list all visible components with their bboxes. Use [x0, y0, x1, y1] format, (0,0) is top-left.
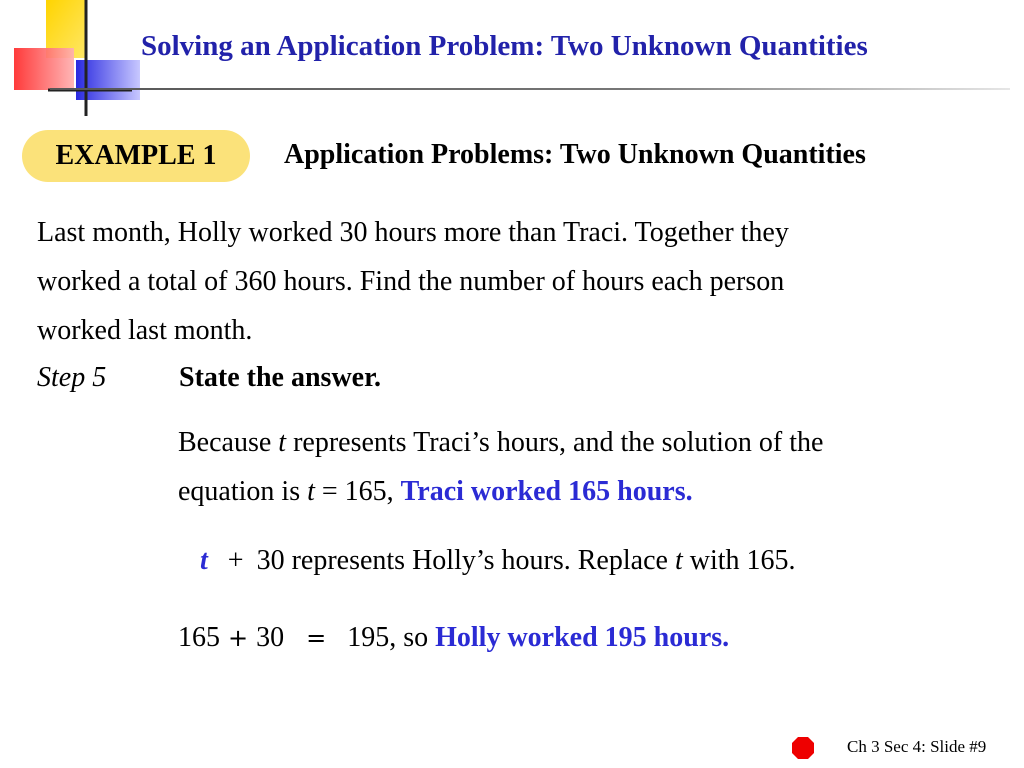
answer-explanation [178, 418, 998, 516]
plus-sign: + [227, 545, 244, 576]
variable-t: t [674, 545, 683, 576]
text-fragment: equation is [178, 476, 308, 507]
number-30: 30 [256, 622, 285, 653]
text-fragment: Because [178, 427, 279, 458]
title-divider [50, 88, 1010, 90]
traci-answer: Traci worked 165 hours. [400, 476, 693, 507]
variable-t-highlighted: t [200, 545, 208, 576]
step-heading: State the answer. [179, 362, 381, 393]
step-label: Step 5 [37, 362, 107, 393]
problem-line: worked a total of 360 hours. Find the number of hours each person [37, 266, 785, 297]
variable-t: t [307, 476, 315, 507]
plus-sign: + [228, 624, 249, 652]
slide-title: Solving an Application Problem: Two Unknown Quantities [141, 30, 868, 62]
stop-octagon-icon[interactable] [791, 736, 815, 760]
text-fragment: = 165, [314, 476, 401, 507]
problem-line: Last month, Holly worked 30 hours more than Traci. Together they [37, 217, 789, 248]
number-165: 165 [178, 622, 220, 653]
holly-expression-line [200, 545, 796, 577]
text-fragment: 195, so [340, 622, 436, 653]
problem-statement [37, 208, 997, 355]
problem-line: worked last month. [37, 315, 253, 346]
example-subtitle: Application Problems: Two Unknown Quantities [284, 139, 866, 170]
text-fragment: represents Traci’s hours, and the solution of the [286, 427, 824, 458]
decorative-logo-icon [0, 0, 140, 120]
example-badge-label: EXAMPLE 1 [55, 140, 217, 171]
text-fragment: 30 represents Holly’s hours. Replace [249, 545, 675, 576]
holly-calculation-line [178, 622, 729, 654]
explanation-line-2 [178, 467, 998, 516]
example-badge [22, 130, 250, 182]
variable-t: t [278, 427, 287, 458]
holly-answer: Holly worked 195 hours. [435, 622, 730, 653]
text-fragment: with 165. [682, 545, 796, 576]
slide-footer: Ch 3 Sec 4: Slide #9 [847, 737, 987, 756]
equals-sign: = [306, 624, 327, 652]
explanation-line-1 [178, 418, 998, 467]
